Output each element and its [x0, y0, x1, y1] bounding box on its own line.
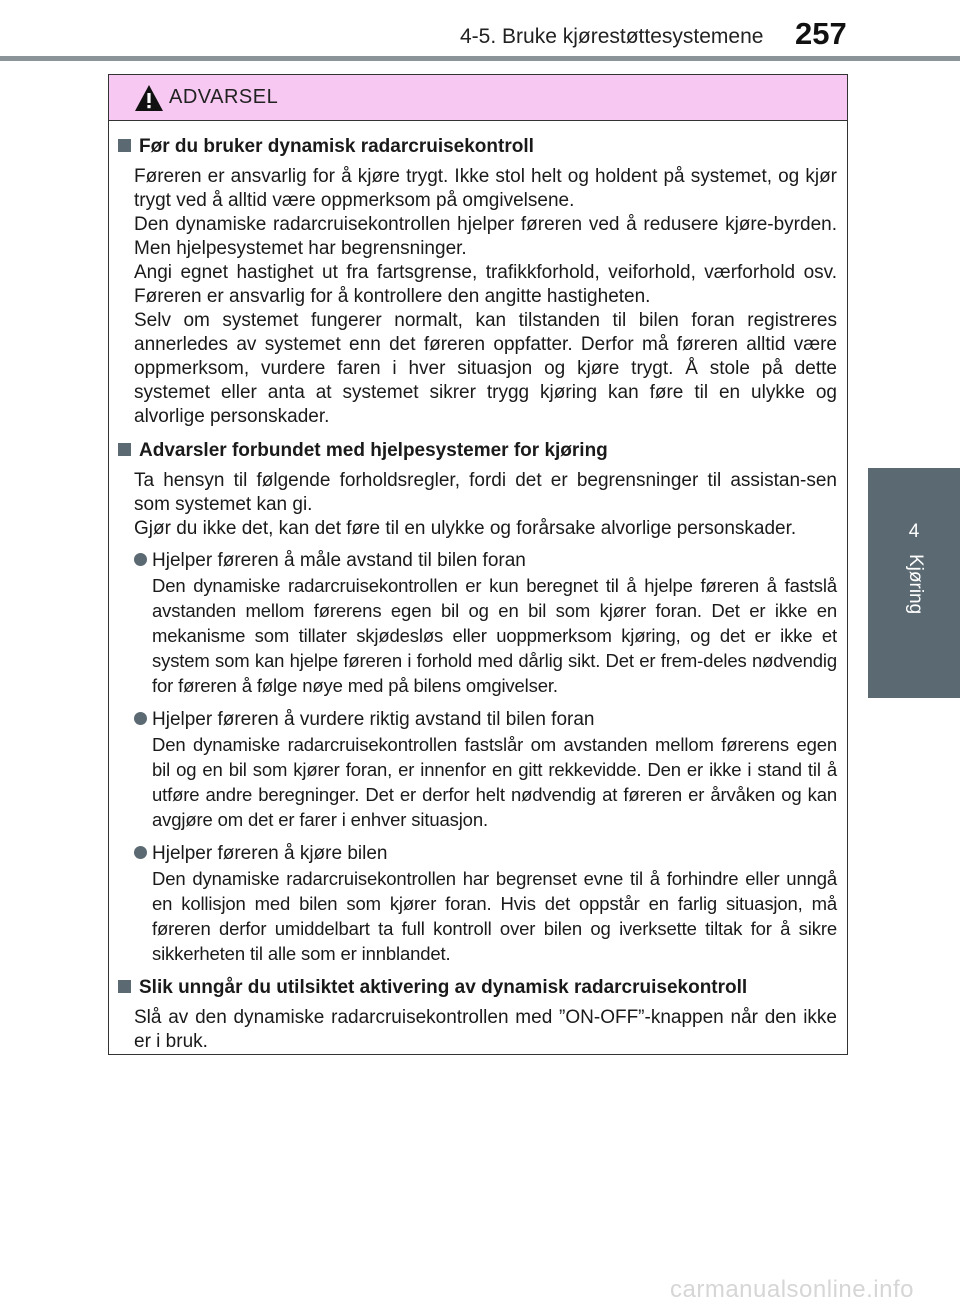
- topic-heading: [118, 135, 837, 159]
- list-item-text: Den dynamiske radarcruisekontrollen er kun beregnet til å hjelpe føreren å fastslå avstanden mellom førerens egen bil og en bil som kjører foran. Det er ikke en mekanisme som tillater skjødesløs eller uoppmerksom kjøring, og det er ikke et system som kan hjelpe føreren i forhold med dårlig sikt. Det er frem-deles nødvendig for føreren å følge nøye med på bilens omgivelser.: [152, 575, 837, 696]
- chapter-side-tab[interactable]: [868, 468, 960, 698]
- topic-heading: [118, 976, 837, 1000]
- warning-title: ADVARSEL: [169, 86, 279, 108]
- topic-heading-text: Advarsler forbundet med hjelpesystemer for kjøring: [139, 440, 608, 461]
- page-number: 257: [795, 16, 847, 51]
- square-bullet-icon: [118, 139, 131, 152]
- list-item-title: [134, 842, 837, 866]
- warning-box: [108, 74, 848, 1055]
- paragraph: Selv om systemet fungerer normalt, kan tilstanden til bilen foran registreres annerledes av systemet enn det føreren oppfatter. Derfor må føreren alltid være oppmerksom, vurdere faren i hver situasjon og kjøre trygt. Å stole på dette systemet eller anta at systemet sikrer trygg kjøring kan føre til en ulykke og alvorlige personskader.: [134, 310, 837, 427]
- warning-topic: [118, 976, 837, 1054]
- warning-triangle-icon: [134, 84, 164, 112]
- warning-topic: [118, 439, 837, 966]
- warning-header: [109, 75, 847, 121]
- topic-heading-text: Før du bruker dynamisk radarcruisekontroll: [139, 136, 534, 157]
- paragraph: Ta hensyn til følgende forholdsregler, fordi det er begrensninger til assistan-sen som systemet kan gi.: [134, 470, 837, 515]
- chapter-label: Kjøring: [905, 554, 926, 615]
- square-bullet-icon: [118, 980, 131, 993]
- header-rule: [0, 56, 960, 61]
- list-item-title: [134, 549, 837, 573]
- list-item-text: Den dynamiske radarcruisekontrollen fastslår om avstanden mellom førerens egen bil og en bil som kjører foran, er innenfor en gitt rekkevidde. Den er ikke i stand til å utføre andre beregninger. Det er derfor helt nødvendig at føreren er årvåken og kan avgjøre om det er farer i enhver situasjon.: [152, 734, 837, 830]
- dot-bullet-icon: [134, 846, 147, 859]
- dot-bullet-icon: [134, 553, 147, 566]
- list-item: [134, 549, 837, 698]
- section-title: 4-5. Bruke kjørestøttesystemene: [460, 25, 764, 48]
- list-item: [134, 708, 837, 832]
- chapter-number: 4: [908, 521, 920, 542]
- list-item: [134, 842, 837, 966]
- paragraph: Slå av den dynamiske radarcruisekontrollen med ”ON-OFF”-knappen når den ikke er i bruk.: [134, 1007, 837, 1052]
- paragraph: Føreren er ansvarlig for å kjøre trygt. Ikke stol helt og holdent på systemet, og kjør trygt ved å alltid være oppmerksom på omgivelsene.: [134, 166, 837, 211]
- paragraph: Gjør du ikke det, kan det føre til en ulykke og forårsake alvorlige personskader.: [134, 518, 797, 539]
- watermark: carmanualsonline.info: [670, 1276, 914, 1303]
- list-item-title: [134, 708, 837, 732]
- list-item-title-text: Hjelper føreren å kjøre bilen: [152, 843, 388, 864]
- warning-body: [109, 121, 847, 1054]
- paragraph: Den dynamiske radarcruisekontrollen hjelper føreren ved å redusere kjøre-byrden. Men hjelpesystemet har begrensninger.: [134, 214, 837, 259]
- topic-heading: [118, 439, 837, 463]
- list-item-title-text: Hjelper føreren å måle avstand til bilen foran: [152, 550, 526, 571]
- paragraph: Angi egnet hastighet ut fra fartsgrense, trafikkforhold, veiforhold, værforhold osv. Føreren er ansvarlig for å kontrollere den angitte hastigheten.: [134, 262, 837, 307]
- square-bullet-icon: [118, 443, 131, 456]
- list-item-text: Den dynamiske radarcruisekontrollen har begrenset evne til å forhindre eller unngå en kollisjon med bilen som kjører foran. Hvis det oppstår en farlig situasjon, må føreren derfor umiddelbart ta full kontroll over bilen og iverksette tiltak for å sikre sikkerheten til alle som er innblandet.: [152, 868, 837, 964]
- dot-bullet-icon: [134, 712, 147, 725]
- topic-heading-text: Slik unngår du utilsiktet aktivering av dynamisk radarcruisekontroll: [139, 977, 748, 998]
- warning-topic: [118, 135, 837, 429]
- list-item-title-text: Hjelper føreren å vurdere riktig avstand til bilen foran: [152, 709, 595, 730]
